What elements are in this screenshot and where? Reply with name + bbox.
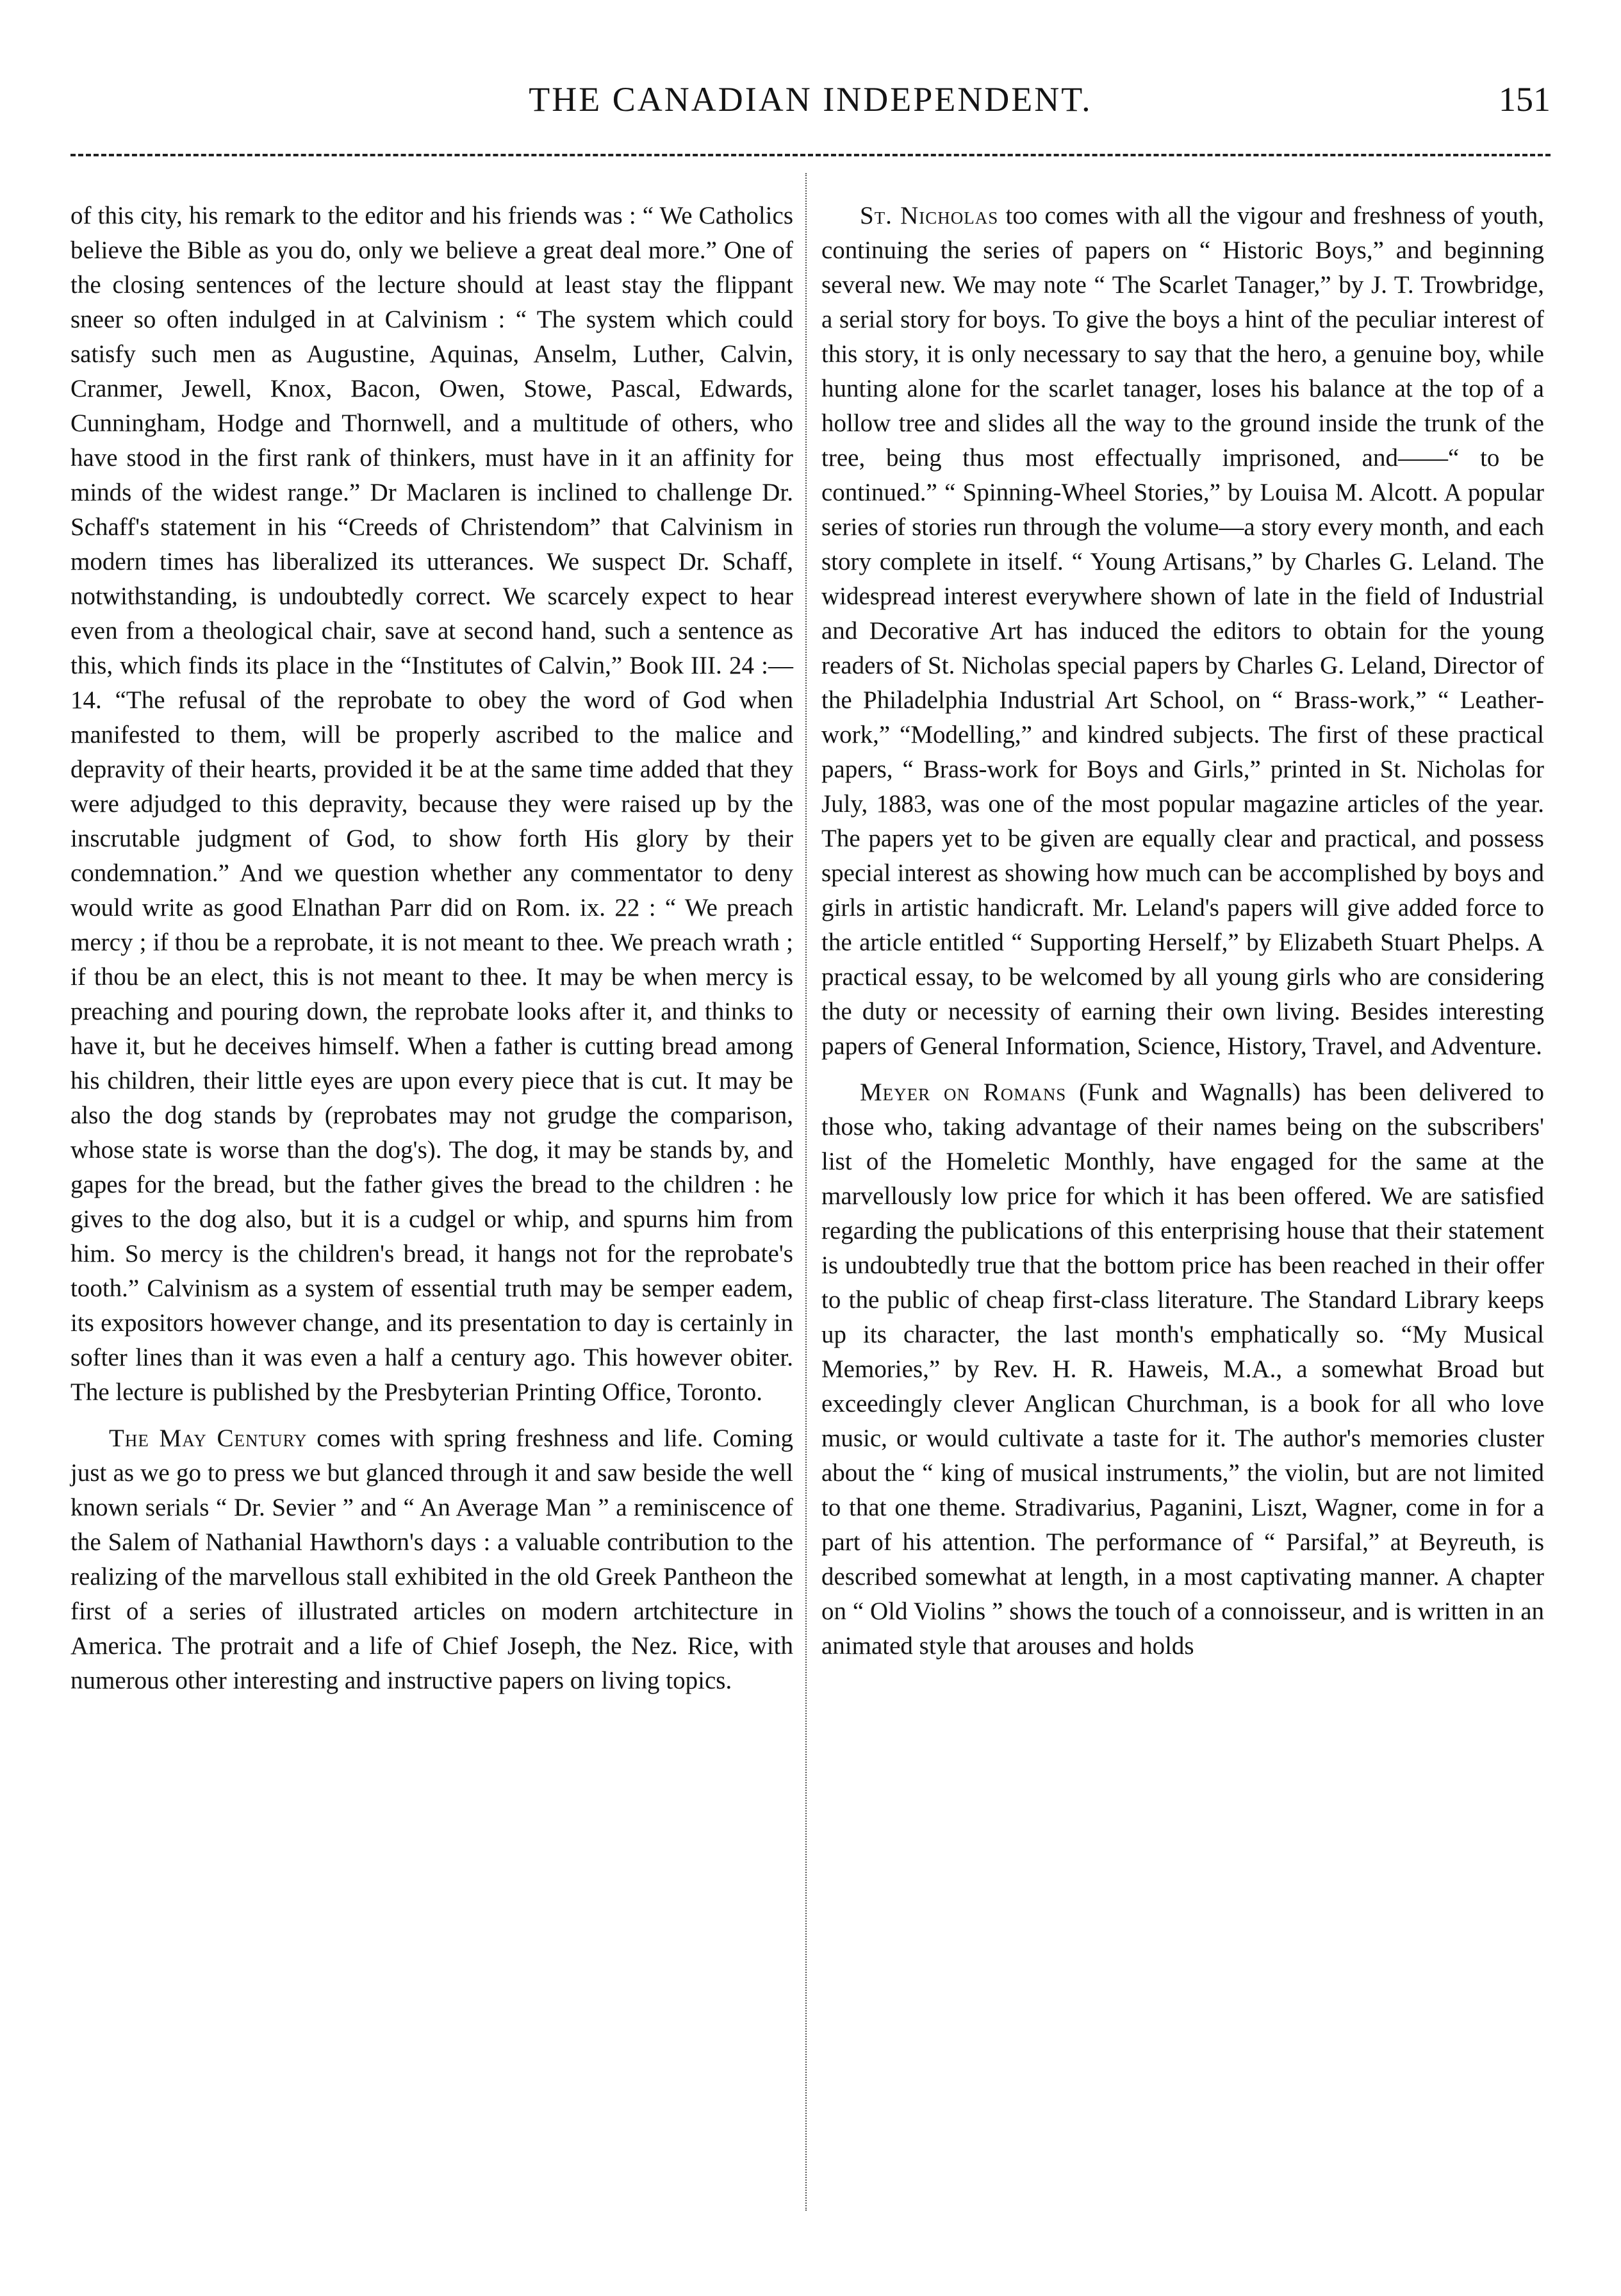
right-paragraph-st-nicholas [821,199,1544,1064]
column-divider [805,173,807,2211]
right-paragraph-meyer [821,1075,1544,1664]
right-column [821,199,1544,1664]
st-nicholas-lead: St. Nicholas [860,202,999,229]
meyer-lead: Meyer on Romans [860,1078,1067,1106]
page-header [70,82,1551,133]
header-rule [70,154,1551,156]
century-body: comes with spring freshness and life. Coming just as we go to press we but glanced through it and saw beside the well known serials “ Dr. Sevier ” and “ An Average Man ” a reminiscence of the Salem of Nathanial Hawthorn's days : a valuable contribution to the realizing of the marvellous stall exhibited in the old Greek Pantheon the first of a series of illustrated articles on modern artchitecture in America. The protrait and a life of Chief Joseph, the Nez. Rice, with numerous other interesting and instructive papers on living topics. [70,1425,793,1694]
page-number: 151 [1499,80,1551,119]
meyer-body: (Funk and Wagnalls) has been delivered to those who, taking advantage of their names being on the subscribers' list of the Homeletic Monthly, have engaged for the same at the marvellously low price for which it has been offered. We are satisfied regarding the publications of this enterprising house that their statement is undoubtedly true that the bottom price has been reached in their offer to the public of cheap first-class literature. The Standard Library keeps up its character, the last month's emphatically so. “My Musical Memories,” by Rev. H. R. Haweis, M.A., a somewhat Broad but exceedingly clever Anglican Churchman, is a book for all who love music, or would cultivate a taste for it. The author's memories cluster about the “ king of musical instruments,” the violin, but are not limited to that one theme. Stradivarius, Paganini, Liszt, Wagner, come in for a part of his attention. The performance of “ Parsifal,” at Beyreuth, is described somewhat at length, in a most captivating manner. A chapter on “ Old Violins ” shows the touch of a connoisseur, and is written in an animated style that arouses and holds [821,1078,1544,1660]
running-title: THE CANADIAN INDEPENDENT. [529,80,1092,119]
century-lead: The May Century [109,1425,308,1452]
st-nicholas-body: too comes with all the vigour and freshness of youth, continuing the series of papers on “ Historic Boys,” and beginning several new. We may note “ The Scarlet Tanager,” by J. T. Trowbridge, a serial story for boys. To give the boys a hint of the peculiar interest of this story, it is only necessary to say that the hero, a genuine boy, while hunting alone for the scarlet tanager, loses his balance at the top of a hollow tree and slides all the way to the ground inside the trunk of the tree, being thus most effectually imprisoned, and——“ to be continued.” “ Spinning-Wheel Stories,” by Louisa M. Alcott. A popular series of stories run through the volume—a story every month, and each story complete in itself. “ Young Artisans,” by Charles G. Leland. The widespread interest everywhere shown of late in the field of Industrial and Decorative Art has induced the editors to obtain for the young readers of St. Nicholas special papers by Charles G. Leland, Director of the Philadelphia Industrial Art School, on “ Brass-work,” “ Leather-work,” “Modelling,” and kindred subjects. The first of these practical papers, “ Brass-work for Boys and Girls,” printed in St. Nicholas for July, 1883, was one of the most popular magazine articles of the year. The papers yet to be given are equally clear and practical, and possess special interest as showing how much can be accomplished by boys and girls in artistic handicraft. Mr. Leland's papers will give added force to the article entitled “ Supporting Herself,” by Elizabeth Stuart Phelps. A practical essay, to be welcomed by all young girls who are considering the duty or necessity of earning their own living. Besides interesting papers of General Information, Science, History, Travel, and Adventure. [821,202,1544,1060]
left-paragraph-calvinism: of this city, his remark to the editor and his friends was : “ We Catholics believe the Bible as you do, only we believe a great deal more.” One of the closing sentences of the lecture should at least stay the flippant sneer so often indulged in at Calvinism : “ The system which could satisfy such men as Augustine, Aquinas, Anselm, Luther, Calvin, Cranmer, Jewell, Knox, Bacon, Owen, Stowe, Pascal, Edwards, Cunningham, Hodge and Thornwell, and a multitude of others, who have stood in the first rank of thinkers, must have in it an affinity for minds of the widest range.” Dr Maclaren is inclined to challenge Dr. Schaff's statement in his “Creeds of Christendom” that Calvinism in modern times has liberalized its utterances. We suspect Dr. Schaff, notwithstanding, is undoubtedly correct. We scarcely expect to hear even from a theological chair, save at second hand, such a sentence as this, which finds its place in the “Institutes of Calvin,” Book III. 24 :—14. “The refusal of the reprobate to obey the word of God when manifested to them, will be properly ascribed to the malice and depravity of their hearts, provided it be at the same time added that they were adjudged to this depravity, because they were raised up by the inscrutable judgment of God, to show forth His glory by their condemnation.” And we question whether any commentator to deny would write as good Elnathan Parr did on Rom. ix. 22 : “ We preach mercy ; if thou be a reprobate, it is not meant to thee. We preach wrath ; if thou be an elect, this is not meant to thee. It may be when mercy is preaching and pouring down, the reprobate looks after it, and thinks to have it, but he deceives himself. When a father is cutting bread among his children, their little eyes are upon every piece that is cut. It may be also the dog stands by (reprobates may not grudge the comparison, whose state is worse than the dog's). The dog, it may be stands by, and gapes for the bread, but the father gives the bread to the children : he gives to the dog also, but it is a cudgel or whip, and spurns him from him. So mercy is the children's bread, it hangs not for the reprobate's tooth.” Calvinism as a system of essential truth may be semper eadem, its expositors however change, and its presentation to day is certainly in softer lines than it was even a half a century ago. This however obiter. The lecture is published by the Presbyterian Printing Office, Toronto. [70,202,793,1406]
left-column [70,199,793,1698]
left-paragraph-century [70,1421,793,1698]
